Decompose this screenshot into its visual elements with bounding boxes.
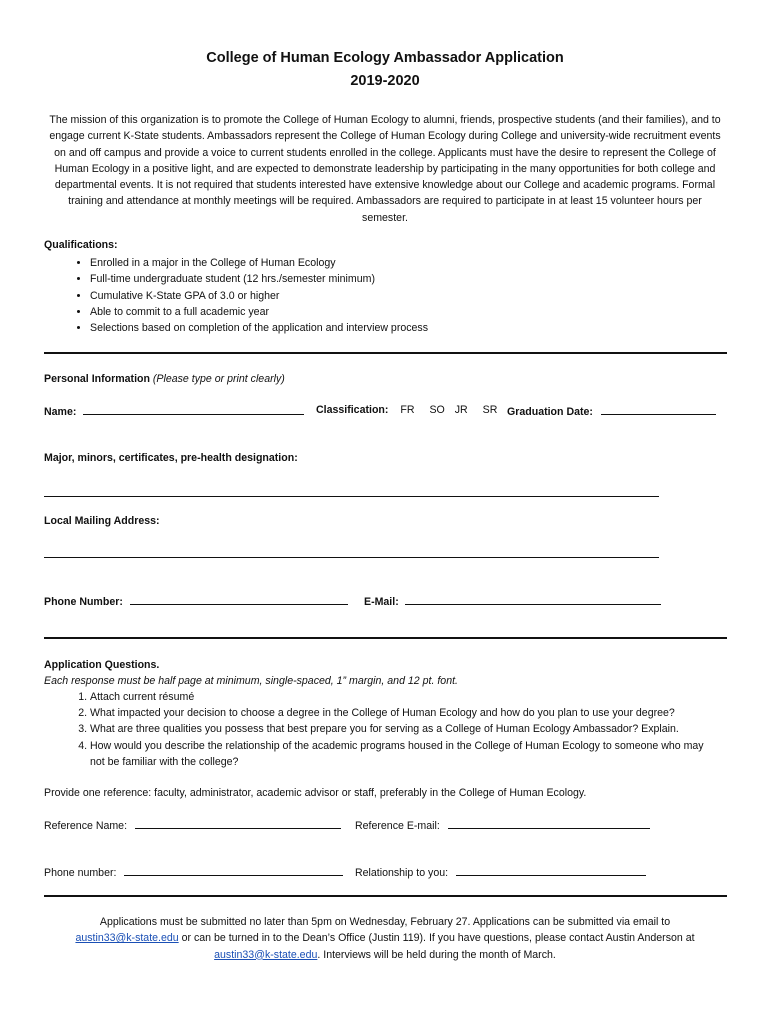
reference-name-field[interactable] [135, 818, 341, 829]
reference-relationship-label: Relationship to you: [355, 867, 449, 879]
classification-row [316, 404, 497, 416]
mission-paragraph: The mission of this organization is to promote the College of Human Ecology to alumni, friends, prospective students (and their families), and to engage current K-State students. Ambassadors represent the College of Human Ecology during College and university-wide recruitment events on and off campus and provide a voice to current students enrolled in the college. Applicants must have the desire to represent the College of Human Ecology in a positive light, and are expected to demonstrate leadership by participating in the many opportunities for both college and departmental events. It is not required that students interested have extensive knowledge about our College and academic programs. Formal training and attendance at monthly meetings will be required. Ambassadors are required to participate in at least 15 volunteer hours per semester. [49, 114, 721, 224]
questions-heading: Application Questions. [44, 659, 160, 671]
qualifications-heading: Qualifications: [44, 239, 118, 251]
name-label: Name: [44, 406, 77, 418]
question-item: 1. Attach current résumé [90, 689, 770, 705]
phone-row [44, 594, 348, 608]
graduation-date-field[interactable] [601, 404, 716, 415]
personal-info-note: (Please type or print clearly) [152, 373, 285, 385]
reference-intro: Provide one reference: faculty, administrator, academic advisor or staff, preferably in the College of Human Ecology. [44, 787, 587, 799]
reference-email-label: Reference E-mail: [355, 820, 440, 832]
page-year: 2019-2020 [350, 73, 420, 89]
address-label: Local Mailing Address: [44, 515, 160, 527]
reference-email-row [355, 818, 650, 832]
phone-field[interactable] [130, 594, 348, 605]
footer-line-3 [0, 947, 770, 963]
section-divider [44, 637, 727, 639]
footer-text-3: . Interviews will be held during the month of March. [317, 948, 556, 961]
name-field[interactable] [83, 404, 304, 415]
footer-line-1: Applications must be submitted no later than 5pm on Wednesday, February 27. Applications can be submitted via email to [99, 916, 671, 928]
email-link[interactable]: austin33@k-state.edu [214, 948, 318, 961]
section-divider [44, 352, 727, 354]
reference-phone-row [44, 865, 343, 879]
phone-label: Phone Number: [44, 596, 123, 608]
reference-phone-field[interactable] [124, 865, 343, 876]
personal-info-header [44, 373, 285, 385]
reference-email-field[interactable] [448, 818, 650, 829]
name-row [44, 404, 304, 418]
email-row [364, 594, 661, 608]
email-field[interactable] [405, 594, 661, 605]
major-field[interactable] [44, 496, 659, 497]
email-label: E-Mail: [364, 596, 399, 608]
email-link[interactable]: austin33@k-state.edu [75, 932, 179, 945]
classification-option-so[interactable]: SO [429, 404, 445, 416]
graduation-row [507, 404, 716, 418]
questions-instructions: Each response must be half page at minimum, single-spaced, 1” margin, and 12 pt. font. [44, 675, 458, 687]
qualification-item: • Selections based on completion of the application and interview process [90, 320, 428, 336]
qualification-item: • Cumulative K-State GPA of 3.0 or higher [90, 288, 428, 304]
qualification-item: • Full-time undergraduate student (12 hrs./semester minimum) [90, 271, 428, 287]
section-divider [44, 895, 727, 897]
footer-text-2: or can be turned in to the Dean’s Office (Justin 119). If you have questions, please contact Austin Anderson at [181, 932, 695, 945]
reference-phone-label: Phone number: [44, 867, 117, 879]
graduation-label: Graduation Date: [507, 406, 593, 418]
reference-name-row [44, 818, 341, 832]
classification-option-sr[interactable]: SR [482, 404, 498, 416]
classification-label: Classification: [316, 404, 389, 416]
qualification-item: • Enrolled in a major in the College of Human Ecology [90, 255, 428, 271]
address-field[interactable] [44, 557, 659, 558]
reference-name-label: Reference Name: [44, 820, 128, 832]
question-item: 4. How would you describe the relationship of the academic programs housed in the College of Human Ecology to someone who may not be familiar with the college? [90, 738, 720, 770]
major-label: Major, minors, certificates, pre-health designation: [44, 452, 298, 464]
personal-info-heading: Personal Information [44, 373, 150, 385]
reference-relationship-row [355, 865, 646, 879]
submission-notice [0, 914, 770, 963]
reference-relationship-field[interactable] [456, 865, 646, 876]
qualification-item: • Able to commit to a full academic year [90, 304, 428, 320]
classification-option-fr[interactable]: FR [400, 404, 415, 416]
question-item: 2. What impacted your decision to choose a degree in the College of Human Ecology and how do you plan to use your degree? [90, 705, 770, 721]
question-item: 3. What are three qualities you possess that best prepare you for serving as a College of Human Ecology Ambassador? Explain. [90, 721, 770, 737]
classification-option-jr[interactable]: JR [454, 404, 468, 416]
page-title: College of Human Ecology Ambassador Application [206, 50, 564, 66]
footer-line-2 [0, 930, 770, 946]
questions-list [44, 689, 770, 770]
qualifications-list [58, 255, 428, 336]
